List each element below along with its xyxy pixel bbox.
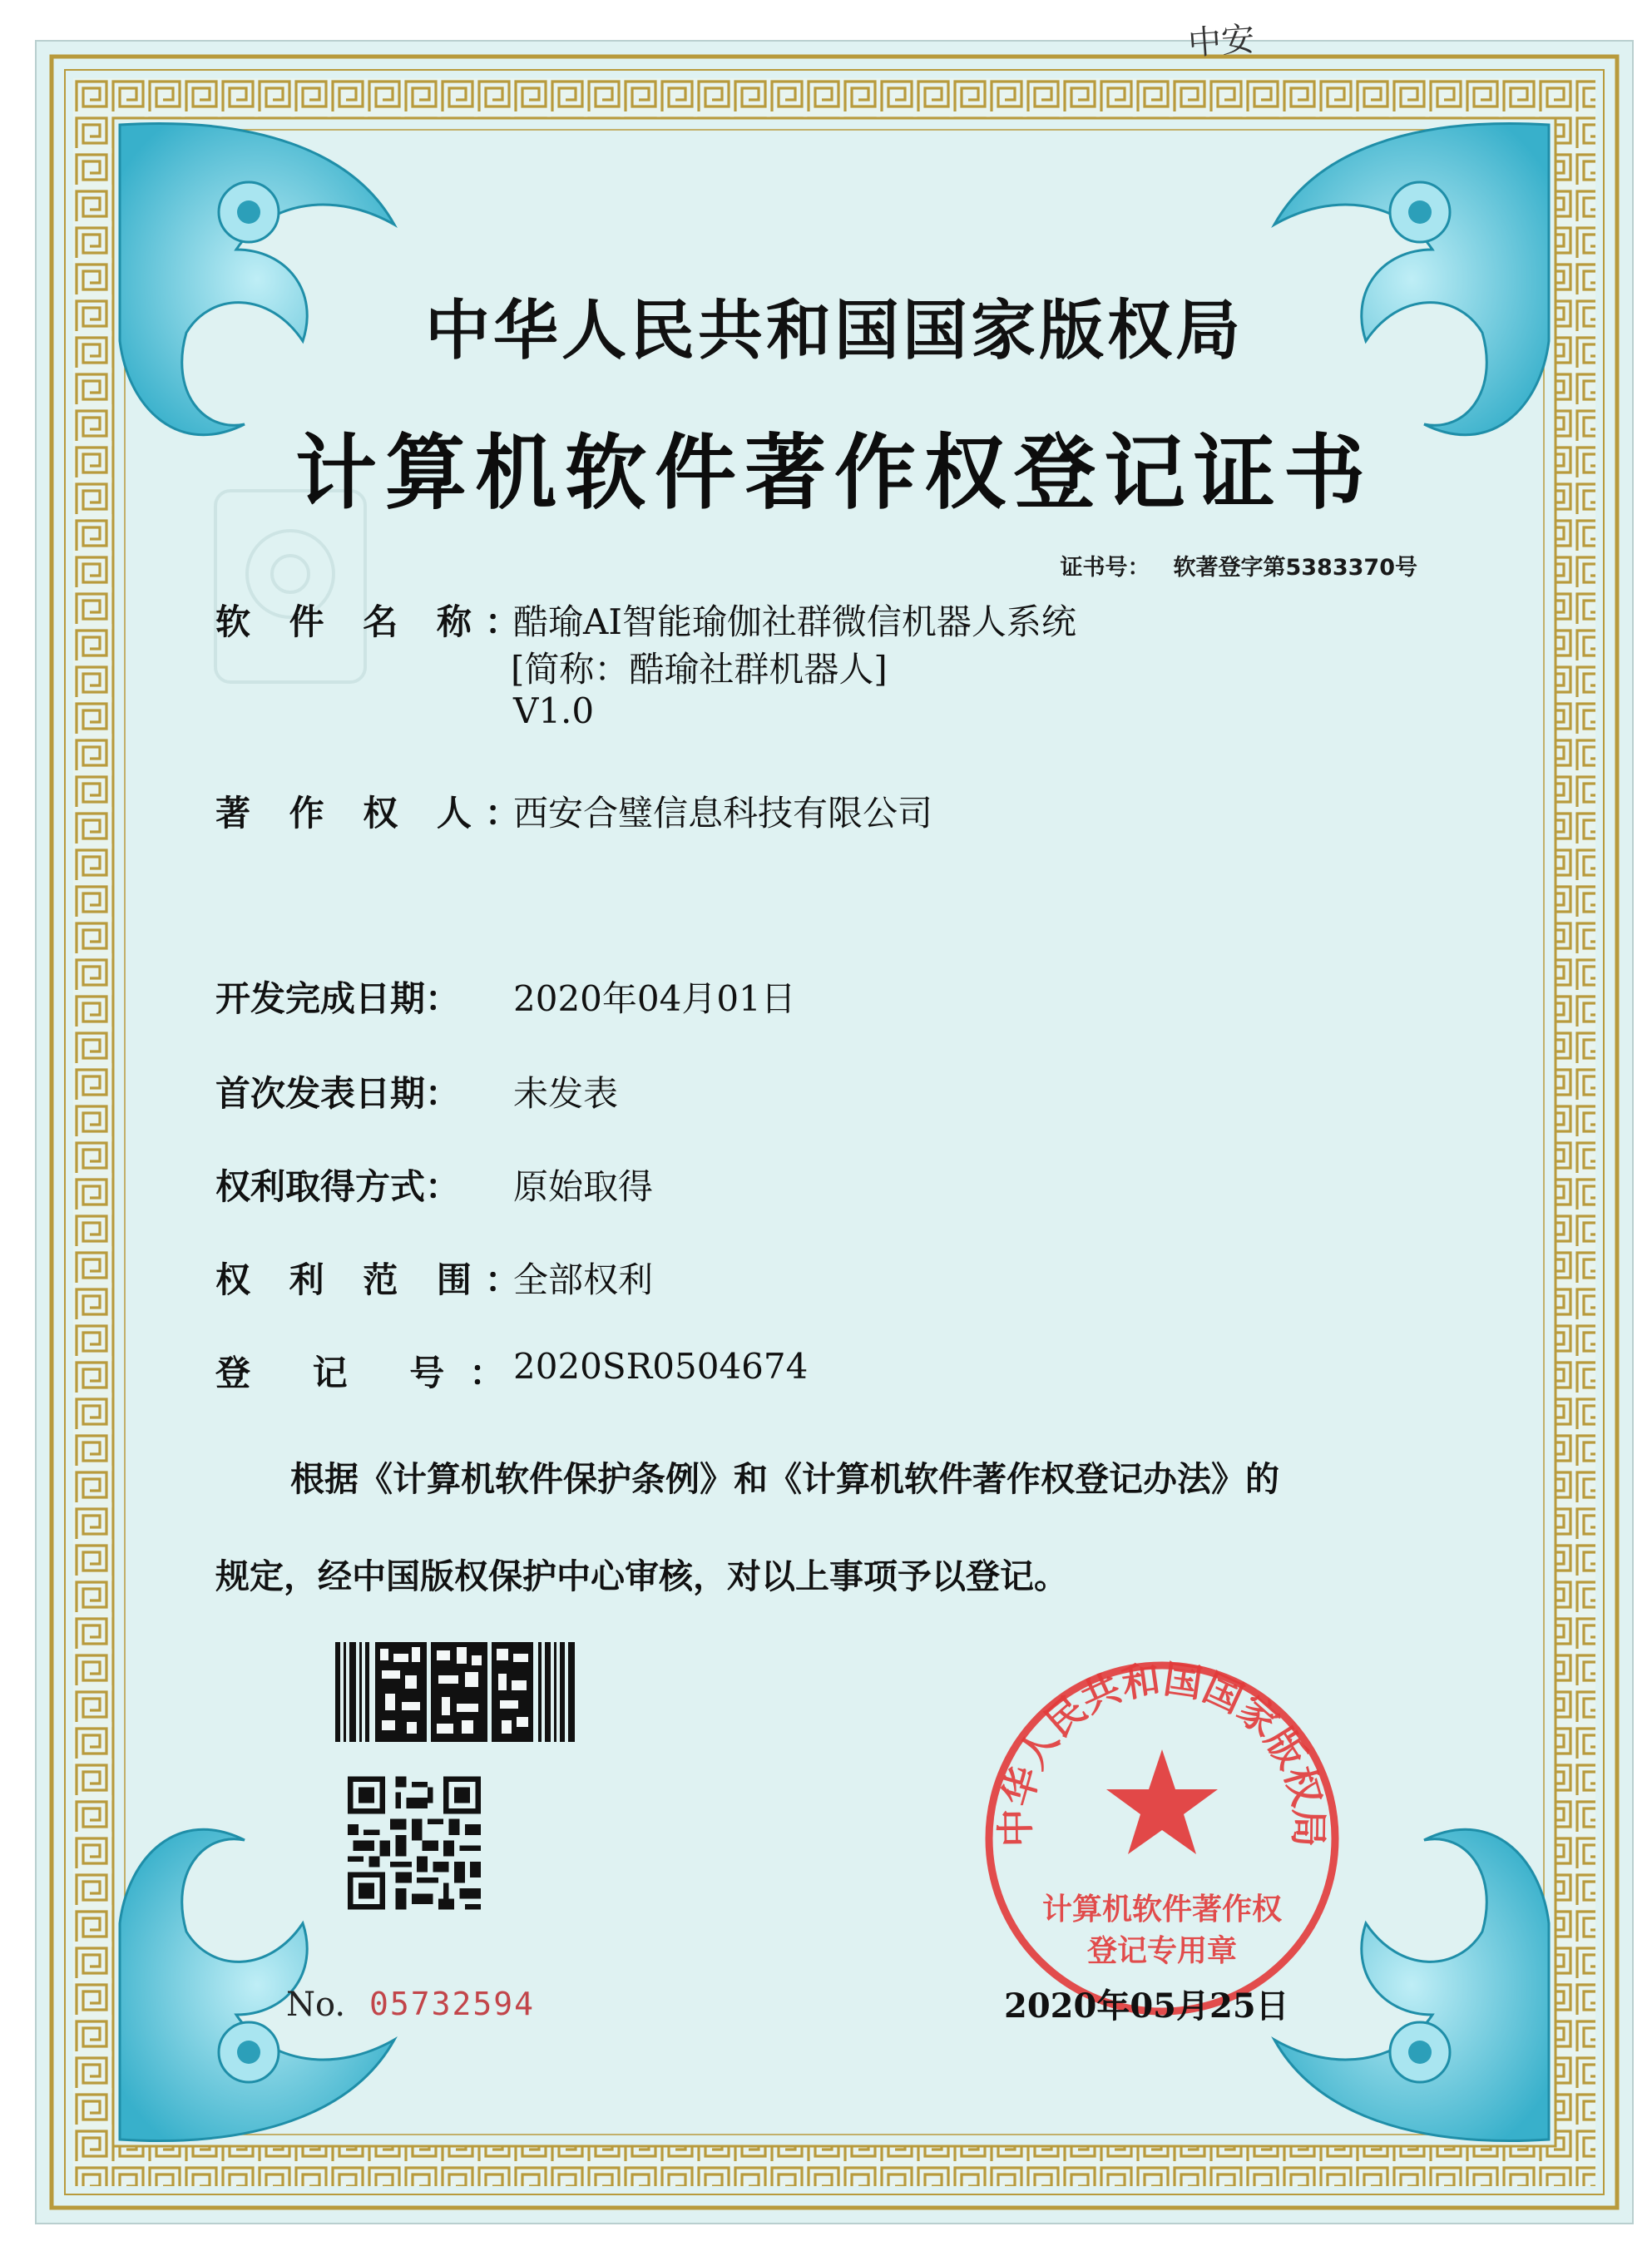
software-version: V1.0 xyxy=(513,690,595,731)
scope-value: 全部权利 xyxy=(513,1259,654,1300)
reg-no-label: 登 记 号： xyxy=(215,1353,530,1393)
certificate-number-value: 软著登字第5383370号 xyxy=(1173,555,1417,581)
publish-date-label: 首次发表日期： xyxy=(215,1073,461,1114)
seal-inner-line-1: 计算机软件著作权 xyxy=(1041,1892,1283,1927)
dev-date-label: 开发完成日期： xyxy=(215,978,461,1019)
owner-label: 著 作 权 人： xyxy=(215,793,533,834)
publish-date-value: 未发表 xyxy=(513,1073,619,1114)
seal-star xyxy=(1106,1749,1218,1854)
handwritten-note: 中安 xyxy=(1186,20,1256,63)
official-seal xyxy=(975,1651,1349,2026)
software-short-name: [简称：酷瑜社群机器人] xyxy=(511,649,888,690)
software-name-label: 软 件 名 称： xyxy=(215,601,533,642)
serial-number: 05732594 xyxy=(369,1986,536,2022)
barcode xyxy=(335,1642,575,1742)
qr-code xyxy=(348,1774,481,1912)
reg-no-value: 2020SR0504674 xyxy=(513,1346,809,1387)
issue-date: 2020年05月25日 xyxy=(1004,1986,1289,2026)
software-name-value: 酷瑜AI智能瑜伽社群微信机器人系统 xyxy=(513,601,1076,642)
authority-heading: 中华人民共和国国家版权局 xyxy=(424,294,1244,369)
serial-label: No. xyxy=(286,1986,346,2024)
dev-date-value: 2020年04月01日 xyxy=(513,978,796,1019)
seal-outer-text: 中华人民共和国国家版权局 xyxy=(992,1656,1332,1848)
statement-line-1: 根据《计算机软件保护条例》和《计算机软件著作权登记办法》的 xyxy=(290,1459,1279,1499)
acquire-method-label: 权利取得方式： xyxy=(215,1166,461,1207)
certificate xyxy=(37,42,1632,2223)
seal-inner-line-2: 登记专用章 xyxy=(1086,1934,1238,1968)
acquire-method-value: 原始取得 xyxy=(513,1166,654,1207)
certificate-title: 计算机软件著作权登记证书 xyxy=(294,425,1373,521)
scope-label: 权 利 范 围： xyxy=(215,1259,533,1300)
owner-value: 西安合璧信息科技有限公司 xyxy=(513,793,933,834)
certificate-number xyxy=(1060,549,1417,581)
statement-line-2: 规定，经中国版权保护中心审核，对以上事项予以登记。 xyxy=(215,1556,1068,1596)
certificate-number-label: 证书号： xyxy=(1060,555,1150,581)
